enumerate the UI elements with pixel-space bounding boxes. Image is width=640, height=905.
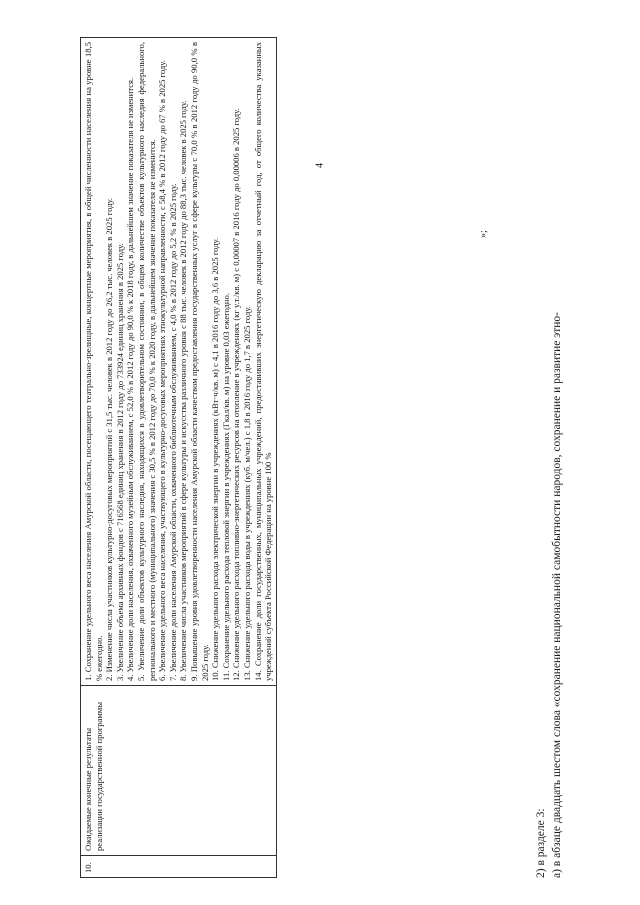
list-item: 13. Снижение удельного расхода воды в учреждениях (куб. м/чел.) с 1,8 в 2016 году до 1,7 в 2025 году.	[241, 306, 252, 681]
row-label: Ожидаемые конечные результаты реализации государственной программы	[81, 686, 277, 856]
program-table	[80, 37, 277, 878]
list-item: 10. Снижение удельного расхода электрической энергии в учреждениях (кВт·ч/кв. м) с 4,1 в 2016 году до 3,6 в 2025 году.	[210, 237, 221, 681]
list-item: 1. Сохранение удельного веса населения Амурской области, посещающего театрально-зрелищные, концертные мероприятия, в общей численности населения на уровне 18,5 % ежегодно.	[83, 42, 104, 681]
row-number: 10.	[81, 856, 277, 878]
list-item: 3. Увеличение объема архивных фондов с 716568 единиц хранения в 2012 году до 733924 единиц хранения в 2025 году.	[114, 243, 125, 681]
list-item: 8. Увеличение числа участников мероприятий в сфере культуры и искусства различного уровня с 88 тыс. человек в 2012 году до 88,3 тыс. человек в 2025 году.	[178, 100, 189, 681]
section-heading: 2) в разделе 3:	[535, 808, 547, 878]
rotated-page-content	[66, 38, 626, 878]
table-row	[81, 38, 277, 878]
list-item: 11. Сохранение удельного расхода тепловой энергии в учреждениях (Гкал/кв. м) на уровне 0,03 ежегодно.	[220, 293, 231, 681]
closing-quote: »;	[478, 230, 489, 238]
list-item: 5. Увеличение доли объектов культурного наследия, находящихся в удовлетворительном состоянии, в общем количестве объектов культурного наследия федерального, регионального и местного (муниципального) значения с 30,5 % в 2012 году до 70,0 % к 2020 году, в дальнейшем значение показателя не изменится.	[135, 42, 157, 681]
list-item: 2. Изменение числа участников культурно-досуговых мероприятий с 31,5 тыс. человек в 2012 году до 26,2 тыс. человек в 2025 году.	[104, 197, 115, 681]
list-item: 12. Снижение удельного расхода топливно-энергетических ресурсов на отопление в учреждениях (кг у.т./кв. м) с 0,00007 в 2016 году до 0,00006 в 2025 году.	[231, 108, 242, 681]
page-number: 4	[314, 163, 326, 168]
results-list	[81, 38, 277, 686]
list-item: 9. Повышение уровня удовлетворенности населения Амурской области качеством предоставления государственных услуг в сфере культуры с 70,0 % в 2012 году до 90,0 % в 2025 году.	[188, 42, 210, 681]
list-item: 7. Увеличение доли населения Амурской области, охваченного библиотечным обслуживанием, с 4,0 % в 2012 году до 5,2 % в 2025 году.	[167, 183, 178, 681]
list-item: 4. Увеличение доли населения, охваченного музейным обслуживанием, с 52,0 % в 2012 году до 90,0 % к 2018 году, в дальнейшем значение показателя не изменится.	[125, 77, 136, 681]
list-item: 14. Сохранение доли государственных, муниципальных учреждений, предоставивших энергетическую декларацию за отчетный год, от общего количества указанных учреждений субъекта Российской Федерации на уровне 100 %	[252, 42, 274, 681]
list-item: 6. Увеличение удельного веса населения, участвующего в культурно-досуговых мероприятиях этнокультурной направленности, с 58,4 % в 2012 году до 67 % в 2025 году.	[157, 60, 168, 681]
paragraph-line: а) в абзаце двадцать шестом слова «сохранение национальной самобытности народов, сохранение и развитие этно-	[551, 312, 563, 878]
